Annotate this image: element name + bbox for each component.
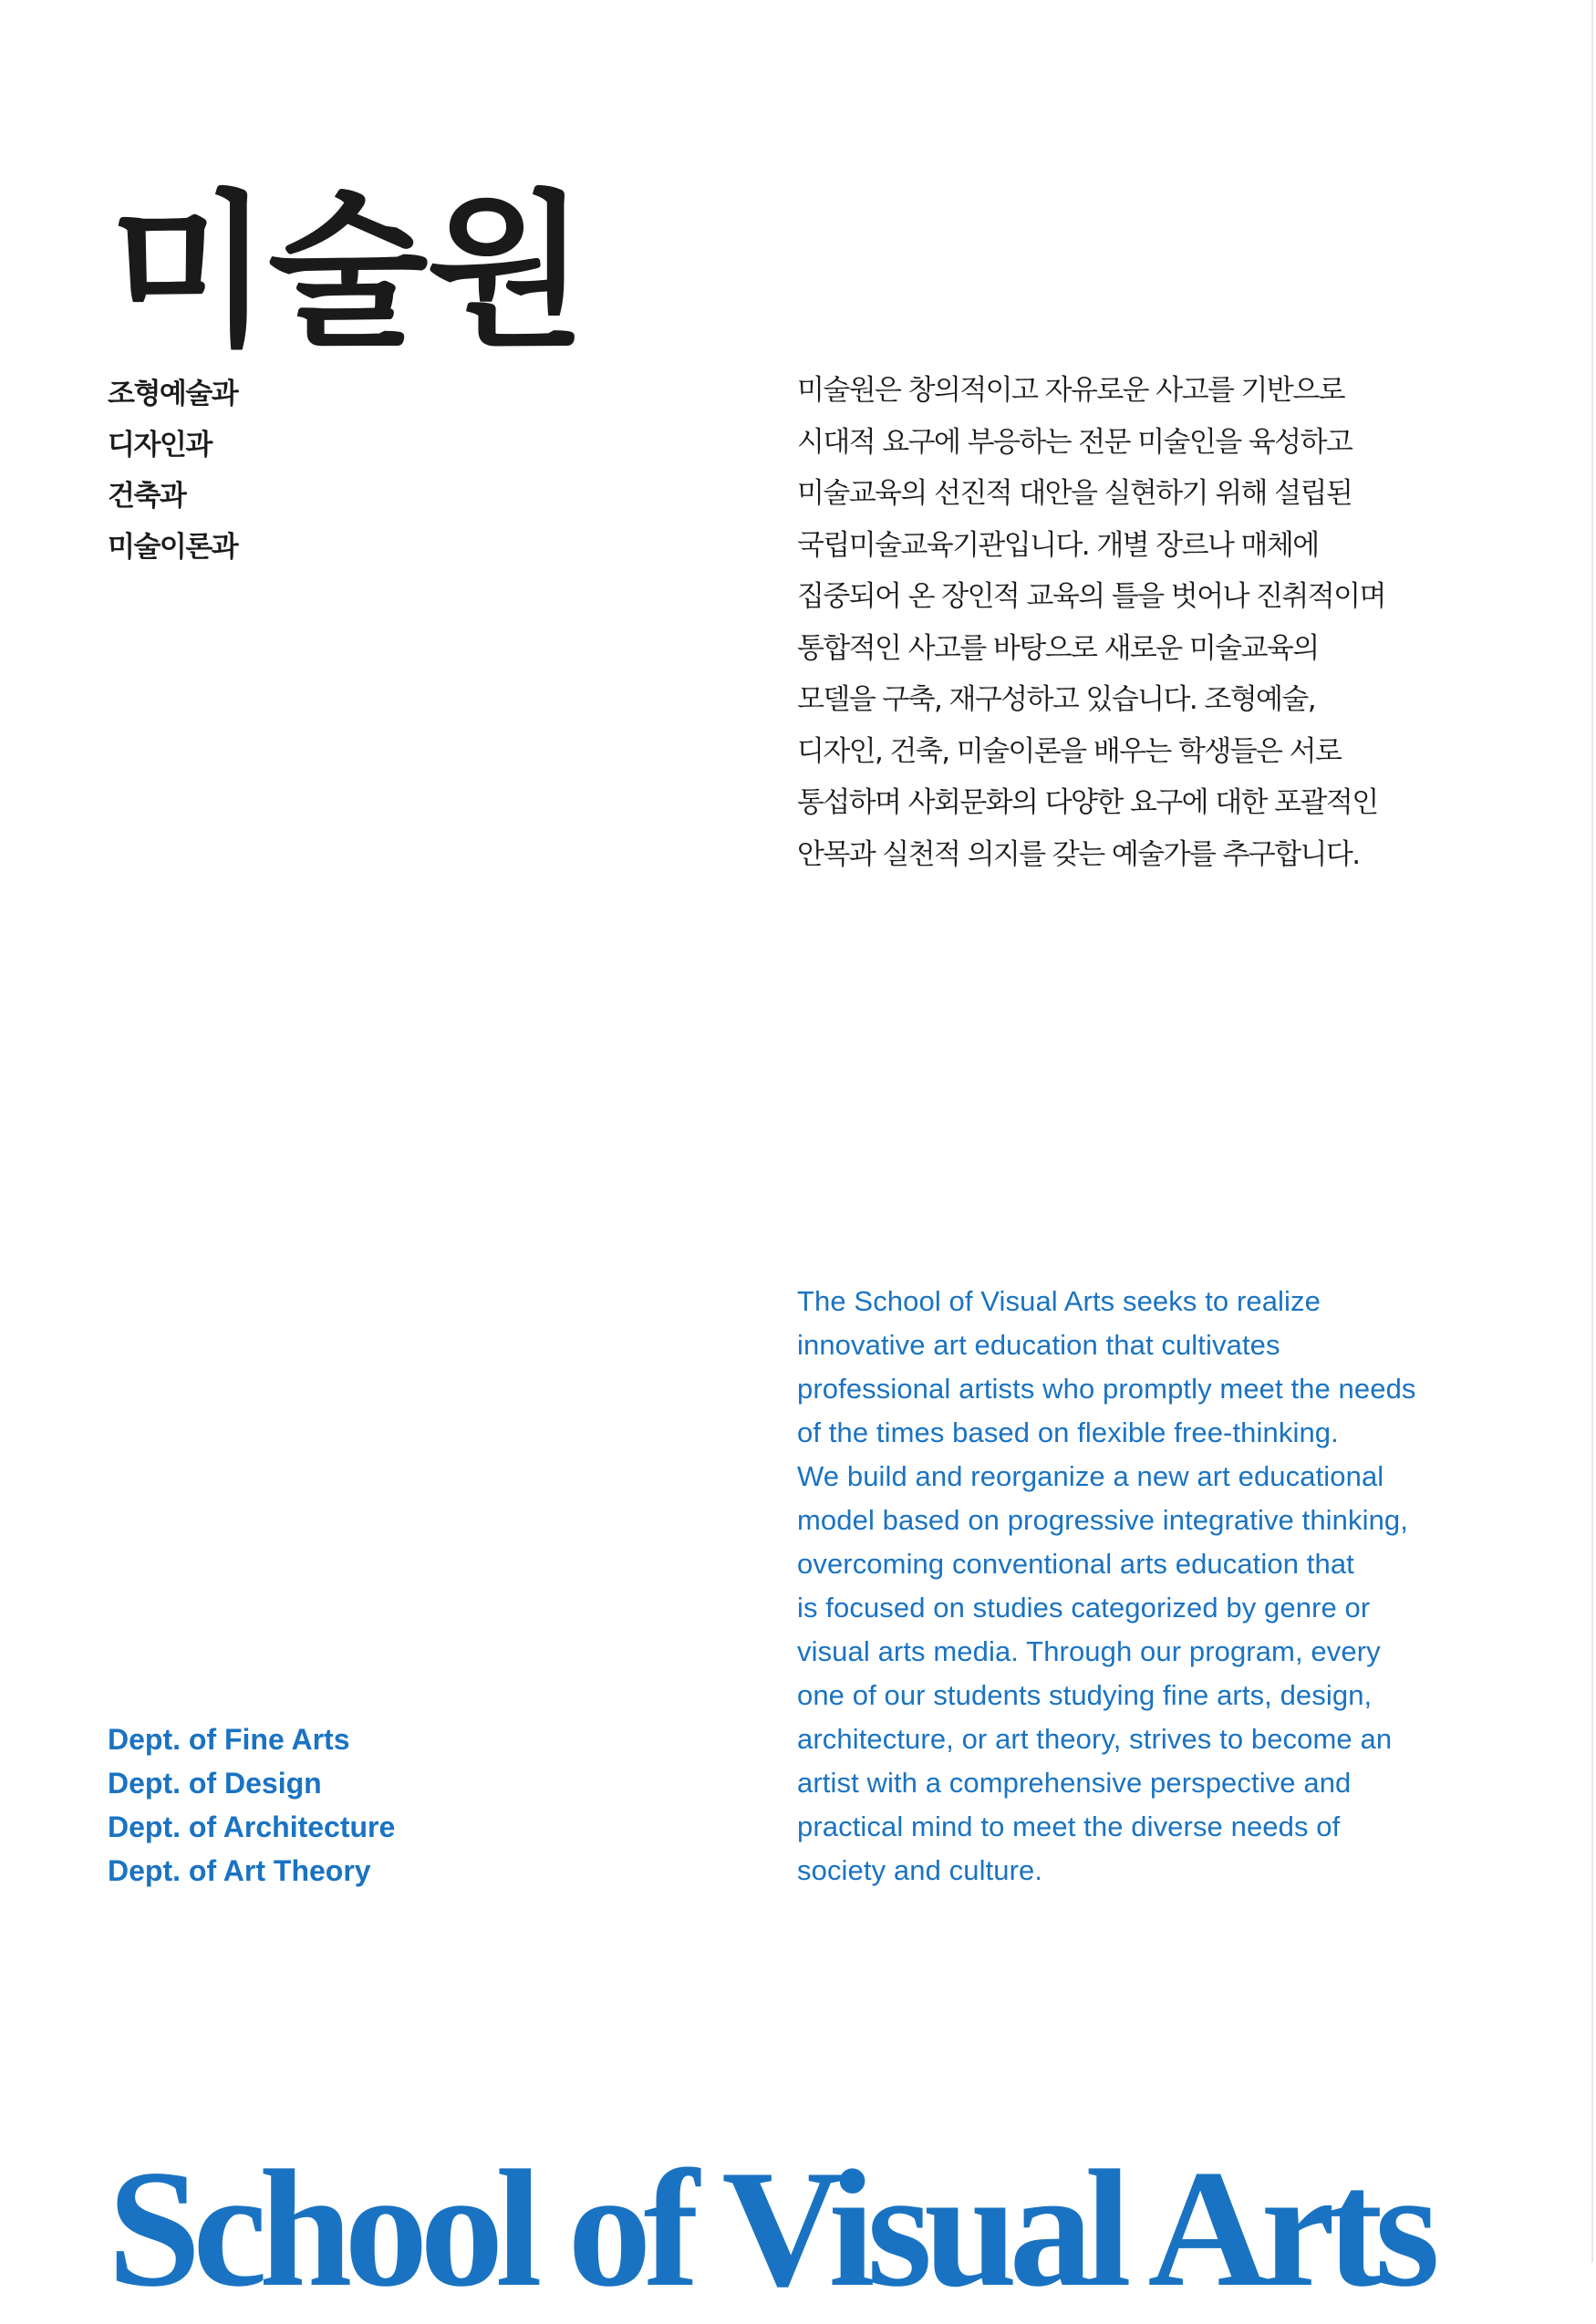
text-line: 통합적인 사고를 바탕으로 새로운 미술교육의 xyxy=(797,631,1319,665)
department-item: Dept. of Fine Arts xyxy=(108,1723,350,1756)
text-line: artist with a comprehensive perspective and xyxy=(797,1767,1352,1799)
text-line: 시대적 요구에 부응하는 전문 미술인을 육성하고 xyxy=(797,425,1352,459)
text-line: society and culture. xyxy=(797,1854,1043,1886)
department-item: 조형예술과 xyxy=(108,378,238,410)
department-item: 미술이론과 xyxy=(108,531,238,564)
department-item: Dept. of Art Theory xyxy=(108,1854,371,1887)
text-line: visual arts media. Through our program, every xyxy=(797,1635,1381,1667)
department-list-english xyxy=(108,1717,655,1893)
department-item: Dept. of Architecture xyxy=(108,1810,396,1843)
text-line: innovative art education that cultivates xyxy=(797,1329,1280,1361)
text-line: 안목과 실천적 의지를 갖는 예술가를 추구합니다. xyxy=(797,837,1360,871)
text-line: 국립미술교육기관입니다. 개별 장르나 매체에 xyxy=(797,528,1319,562)
text-line: The School of Visual Arts seeks to realize xyxy=(797,1285,1321,1317)
text-line: 집중되어 온 장인적 교육의 틀을 벗어나 진취적이며 xyxy=(797,580,1385,613)
department-list-korean xyxy=(108,368,491,573)
text-line: is focused on studies categorized by genre or xyxy=(797,1592,1371,1624)
department-item: 디자인과 xyxy=(108,429,212,462)
text-line: model based on progressive integrative thinking, xyxy=(797,1504,1408,1536)
page-title-english: School of Visual Arts xyxy=(108,2134,1432,2321)
text-line: 미술교육의 선진적 대안을 실현하기 위해 설립된 xyxy=(797,477,1352,510)
department-item: 건축과 xyxy=(108,480,186,513)
intro-paragraph-korean xyxy=(797,365,1545,880)
page-edge-divider xyxy=(1591,0,1593,2262)
page-title-korean: 미술원 xyxy=(109,172,586,368)
text-line: 통섭하며 사회문화의 다양한 요구에 대한 포괄적인 xyxy=(797,786,1378,819)
text-line: We build and reorganize a new art educational xyxy=(797,1460,1384,1492)
text-line: overcoming conventional arts education that xyxy=(797,1548,1354,1580)
text-line: practical mind to meet the diverse needs of xyxy=(797,1810,1341,1842)
intro-paragraph-english xyxy=(797,1280,1563,1893)
text-line: 미술원은 창의적이고 자유로운 사고를 기반으로 xyxy=(797,374,1344,407)
text-line: 모델을 구축, 재구성하고 있습니다. 조형예술, xyxy=(797,683,1316,716)
department-item: Dept. of Design xyxy=(108,1767,322,1800)
text-line: 디자인, 건축, 미술이론을 배우는 학생들은 서로 xyxy=(797,734,1342,768)
text-line: architecture, or art theory, strives to become an xyxy=(797,1723,1393,1755)
text-line: professional artists who promptly meet the needs xyxy=(797,1373,1416,1405)
text-line: of the times based on flexible free-thinking. xyxy=(797,1416,1339,1448)
text-line: one of our students studying fine arts, design, xyxy=(797,1679,1373,1711)
